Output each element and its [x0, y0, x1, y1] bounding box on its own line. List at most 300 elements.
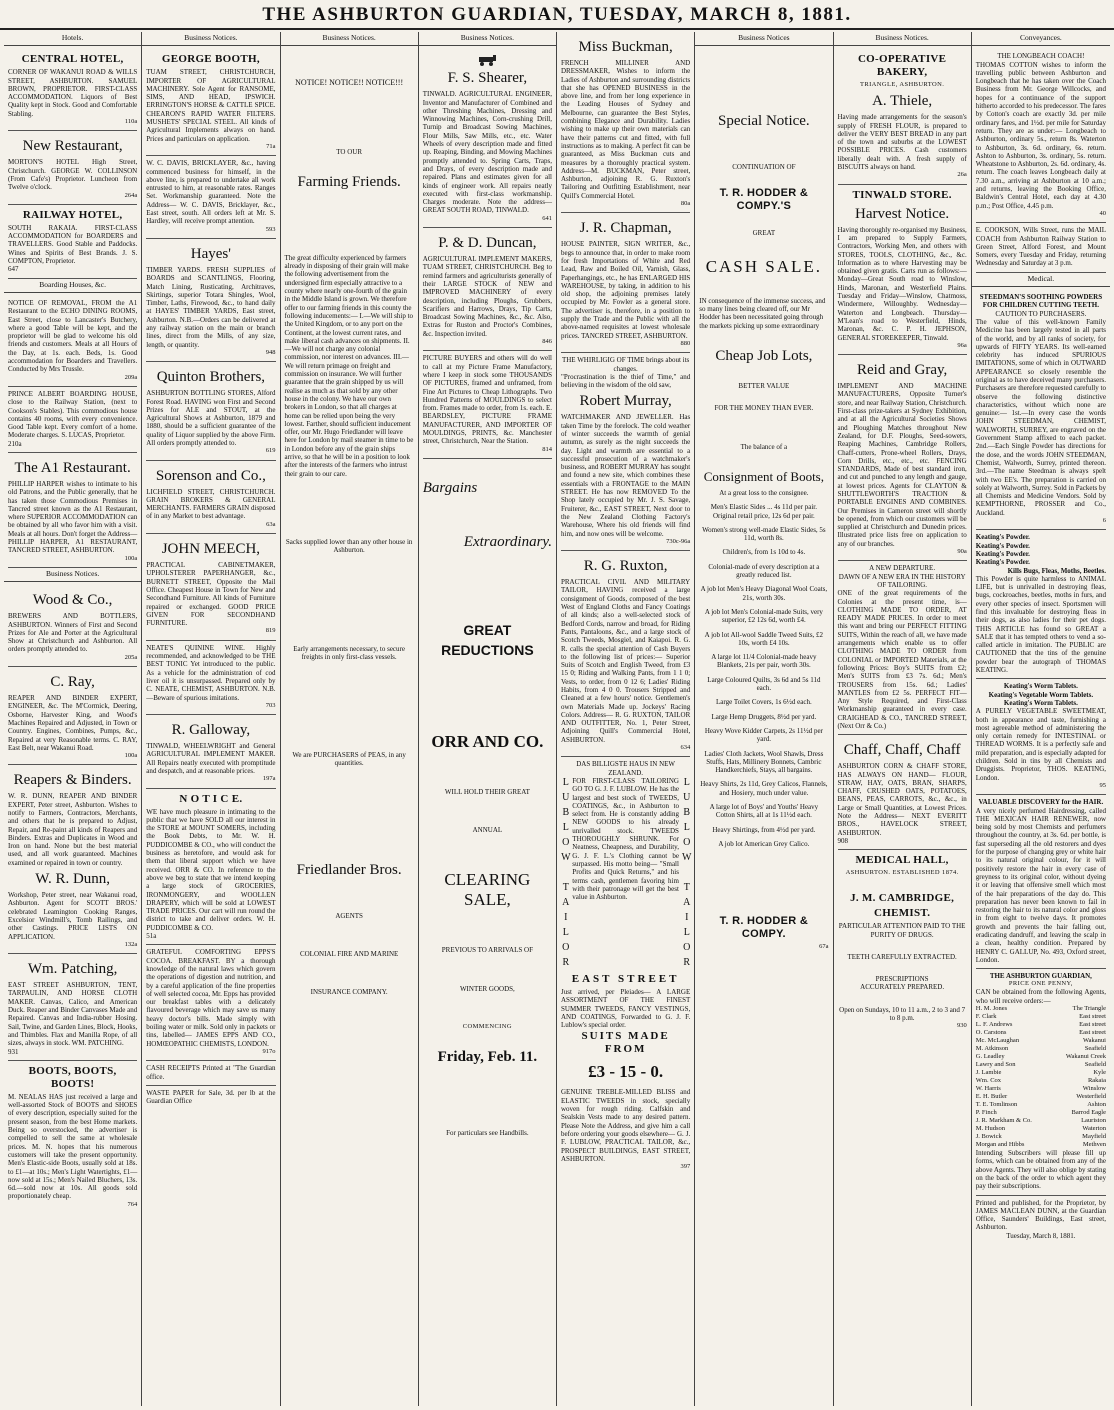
agent-name: M. Atkinson: [975, 1045, 1009, 1053]
ad-title: Wood & Co.,: [32, 592, 113, 609]
ad-body: EAST STREET ASHBURTON, TENT, TARPAULIN, AND HORSE CLOTH MAKER. Canvas, Calico, and American Duck. Reaper and Binder Canvases Made and Repaired. Canvas and India-rubber Hosing. Sail, Twine, and Garden Lines, Block, Hooks, and Thimbles. Flax and Manilla Rope, of all sizes, always in stock. WM. PATCHING.: [8, 981, 138, 1048]
agent-name: P. Finch: [975, 1109, 997, 1117]
ad-patching: [8, 954, 137, 1061]
consignment-boots: Consignment of Boots,: [703, 468, 824, 484]
agent-name: G. Leadley: [975, 1053, 1005, 1061]
agent-name: J. Lambie: [975, 1069, 1002, 1077]
agent-name: J. R. Markham & Co.: [975, 1117, 1032, 1125]
cost-note: At a great loss to the consignee.: [719, 488, 809, 497]
ad-duncan: [423, 228, 552, 351]
agent-name: E. H. Butler: [975, 1093, 1008, 1101]
continuation: CONTINUATION OF: [732, 163, 796, 172]
ad-body: CORNER OF WAKANUI ROAD & WILLS STREET, ASHBURTON. SAMUEL BROWN, PROPRIETOR. FIRST-CLASS ACCOMMODATION. Liquors of Best Quality kept in Stock. Good and Comfortable Stabling.: [8, 68, 138, 118]
ad-body: THOMAS COTTON wishes to inform the travelling public between Ashburton and Longbeach that he has taken over the Coach Business from Mr. George Willcocks, and hopes for a continuance of the support hitherto accorded to his predecessor. The fares by Cotton's coach are exactly 3d. per mile ordinary fares, and 1½d. per mile for Saturday return. They are as under:— Longbeach to Ashburton, ordinary 5s., return 8s. Waterton to Ashburton, 3s. 6d. ordinary, 6s. return. Ashton to Ashburton, 3s. ordinary, 5s. return. Wheatstone to Ashburton, 2s. 6d. ordinary, 4s. return. The coach leaves Longbeach daily at 7.30 a.m., arriving at Ashburton at 10 a.m.; and returns, leaving the Booking Office, Baldwin's Central Hotel, each day at 4.30 p.m.; Post Office, 4.45 p.m.: [975, 60, 1106, 210]
list-item: Keating's Powder.: [975, 541, 1030, 550]
ad-title: New Restaurant,: [22, 138, 123, 155]
ad-ref: 814: [542, 445, 552, 453]
consequence-text: IN consequence of the immense success, and so many lines being cleared off, our Mr Hodder has been necessitated going through the markets picking up some extraordinary: [699, 296, 826, 330]
ad-ref: 67a: [819, 943, 829, 951]
ad-sorenson: [146, 461, 275, 534]
ad-title: Reapers & Binders.: [13, 772, 132, 789]
ad-ref: 908: [837, 836, 848, 845]
east-street: EAST STREET: [571, 972, 680, 985]
ad-ref: 948: [265, 348, 276, 356]
ad-title: Reid and Gray,: [857, 362, 948, 379]
hodder-title: T. R. HODDER & COMPY.'S: [719, 186, 809, 212]
agent-name: M. Hudson: [975, 1125, 1006, 1133]
agent-name: Wm. Cox: [975, 1077, 1002, 1085]
table-row: [976, 1117, 1106, 1125]
ad-ref: 730c-96a: [666, 537, 691, 545]
list-item: Women's strong well-made Elastic Sides, 5s 11d, worth 8s.: [702, 525, 826, 543]
agent-name: T. E. Tomlinson: [975, 1101, 1018, 1109]
to-our: TO OUR: [336, 147, 362, 156]
section-hotels: Hotels.: [4, 32, 141, 46]
ad-ref: 71a: [266, 142, 276, 150]
machine-engraving-icon: [476, 54, 498, 66]
agent-name: W. Harris: [975, 1085, 1001, 1093]
purchasers-note: We are PURCHASERS of PEAS, in any quantities.: [292, 751, 406, 768]
table-row: [976, 1109, 1106, 1117]
column-3: [281, 32, 419, 1406]
ad-title: F. S. Shearer,: [447, 70, 528, 87]
ad-c-ray: [8, 667, 137, 765]
ad-body: Intending Subscribers will please fill up forms, which can be obtained from any of the above Agents. They will also oblige by stating on the back of the order to which agent they pay their subscriptions.: [975, 1149, 1106, 1191]
ad-body: W. R. DUNN, REAPER AND BINDER EXPERT, Peter street, Ashburton. Wishes to notify to Farmers, Contractors, Merchants, and others that he is prepared to Adjust, Repair, and Re-paint all kinds of Reapers and Binders. Extras and Duplicates in Wood and Iron on hand. None but the best material used, and all work guaranteed. Machines examined or repaired in town or country.: [8, 792, 138, 867]
ad-ref: 197a: [262, 775, 276, 783]
table-row: [976, 1037, 1106, 1045]
for-money: FOR THE MONEY THAN EVER.: [714, 404, 814, 413]
agent-location: Methven: [1082, 1141, 1106, 1149]
hodder-bottom: T. R. HODDER & COMPY.: [719, 915, 809, 941]
agent-location: Kyle: [1093, 1069, 1106, 1077]
friedlander-title: Friedlander Bros.: [296, 861, 402, 878]
ad-keating-worm: [976, 679, 1106, 795]
table-row: [976, 1053, 1106, 1061]
great-reductions: GREAT REDUCTIONS: [441, 621, 534, 658]
great-label: GREAT: [752, 228, 776, 237]
ad-ref: 930: [957, 1022, 967, 1030]
ad-body: ASHBURTON CORN & CHAFF STORE, HAS ALWAYS ON HAND— FLOUR, STRAW, HAY, OATS, BRAN, SHARPS, CHAFF, CRUSHED OATS, POTATOES, BEANS, PEAS, CARROTS, &c., &c., in Large or Small Quantities, at Lowest Prices. Note the Address— NEXT EVERITT BROS., HAVELOCK STREET, ASHBURTON.: [837, 762, 967, 837]
list-item: A large lot of Boys' and Youths' Heavy Cotton Shirts, all at 1s 11½d each.: [709, 802, 819, 820]
column-2: [142, 32, 280, 1406]
ad-body: This Powder is quite harmless to ANIMAL LIFE, but is unrivalled in destroying fleas, bugs, cockroaches, beetles, moths in furs, and every other species of insect. Sportsmen will find this invaluable for destroying fleas in their dogs, as also ladies for their pet dogs. THIS ARTICLE has found so GREAT a SALE that it has tempted others to vend a so-called article in imitation. The PUBLIC are CAUTIONED that the tins of the genuine powder bear the autograph of THOMAS KEATING.: [975, 574, 1106, 675]
ad-body: A PURELY VEGETABLE SWEETMEAT, both in appearance and taste, furnishing a most agreeable method of administering the only certain remedy for INTESTINAL or THREAD WORMS. It is a perfectly safe and mild preparation, and is especially adapted for children. Sold in tins by all Chemists and Druggists. Proprietor, THOS. KEATING, London.: [975, 707, 1106, 782]
ad-galloway: [146, 715, 275, 788]
ad-ref: 209a: [124, 373, 138, 381]
ad-title: CENTRAL HOTEL,: [21, 53, 124, 66]
ad-medical-hall: [838, 850, 967, 1034]
ad-ref: 40: [1099, 209, 1106, 217]
lublow-side-left: LUBLOW TAILOR: [560, 776, 572, 972]
section-business: Business Notices.: [4, 568, 141, 582]
agent-location: East street: [1079, 1013, 1106, 1021]
notice-heading: NOTICE! NOTICE!! NOTICE!!!: [295, 78, 404, 88]
ad-george-booth: [146, 49, 275, 156]
ad-body: TINWALD. AGRICULTURAL ENGINEER, Inventor and Manufacturer of Combined and other Threshing Machines, Dressing and Winnowing Machines, Corn-crushing Drill, Turnip and Broadcast Sowing Machines, Flour Mills, Saw Mills, etc., etc. Water Wheels of every description made and fitted up. Reaping, Binding, and Mowing Machines promptly attended to. Spring Carts, Traps, and Drays, of every description made and repaired. Plans and estimates given for all kinds of engineer work. All repairs neatly executed with first-class workmanship. Charges moderate. Note the address— GREAT SOUTH ROAD, TINWALD.: [422, 90, 552, 215]
agent-name: Mc. McLaughan: [975, 1037, 1020, 1045]
whirligig: THE WHIRLIGIG OF TIME brings about its changes.: [561, 356, 690, 373]
ad-title: Harvest Notice.: [855, 205, 950, 222]
agent-location: Lauriston: [1081, 1117, 1106, 1125]
list-item: Colonial-made of every description at a greatly reduced list.: [708, 562, 820, 580]
ad-notice-orr: [146, 789, 275, 946]
agent-location: Mayfield: [1082, 1133, 1106, 1141]
ad-body: PRINCE ALBERT BOARDING HOUSE, close to the Railway Station, (next to Cookson's Stables). This commodious house contains 40 rooms, with every convenience. Good Table kept. Every comfort of a home. Moderate charges. S. LUCAS, Proprietor.: [8, 389, 138, 440]
ad-ref: 63a: [266, 520, 276, 528]
extraordinary-title: Extraordinary.: [463, 533, 552, 550]
ad-chaff: [838, 735, 967, 850]
ad-keating-powder: [976, 530, 1106, 679]
price-one: PRICE ONE PENNY,: [1008, 980, 1073, 988]
suits-made: SUITS MADE FROM: [581, 1030, 670, 1056]
ad-guardian-agents: [976, 969, 1106, 1195]
ad-ref: 880: [680, 339, 691, 347]
ad-ref: 634: [680, 744, 691, 752]
agent-location: Winslow: [1082, 1085, 1106, 1093]
cambridge: J. M. CAMBRIDGE,: [850, 892, 955, 905]
ad-title: THE ASHBURTON GUARDIAN,: [989, 972, 1092, 981]
ad-title: Chaff, Chaff, Chaff: [843, 742, 961, 759]
agent-location: Ashton: [1087, 1101, 1106, 1109]
list-item: Large Toilet Covers, 1s 6½d each.: [716, 698, 812, 707]
agent-location: Waterton: [1082, 1125, 1106, 1133]
ad-ref: 210a: [8, 439, 22, 448]
kills-list: Kills Bugs, Fleas, Moths, Beetles.: [1007, 566, 1106, 575]
imprint-text: Printed and published, for the Proprietor, by JAMES MACLEAN DUNN, at the Guardian Office, Saunders' Buildings, East street, Ashburton.: [975, 1198, 1106, 1232]
ad-robert-murray: [561, 353, 690, 551]
ad-title: Miss Buckman,: [578, 39, 673, 55]
column-1: [4, 32, 142, 1406]
ad-title: J. R. Chapman,: [579, 220, 672, 237]
table-row: [976, 1133, 1106, 1141]
ad-epps-cocoa: [146, 945, 275, 1061]
table-row: [976, 1005, 1106, 1013]
will-hold: WILL HOLD THEIR GREAT: [444, 787, 530, 796]
list-item: A job lot All-wool Saddle Tweed Suits, £2 10s, worth £4 10s.: [704, 630, 824, 647]
ad-waste-paper: [146, 1086, 275, 1110]
ad-ref: 51a: [146, 932, 157, 941]
agent-name: H. M. Jones: [975, 1005, 1008, 1013]
ad-title: Quinton Brothers,: [156, 369, 266, 386]
ad-body: FOR FIRST-CLASS TAILORING GO TO G. J. F. LUBLOW. He has the largest and best stock of TWEEDS, COATINGS, &c., in Ashburton to select from. He is constantly adding NEW GOODS to his already unrivalled stock. TWEEDS THOROUGHLY SHRUNK. For Neatness, Cheapness, and Durability, G. J. F. L.'s Clothing cannot be surpassed. His motto being— "Small Profits and Quick Returns," and his terms cash, gentlemen favoring him with their patronage will get the best value in Ashburton.: [572, 776, 679, 902]
quote: "Procrastination is the thief of Time," and believing in the wisdom of the old saw,: [561, 372, 691, 390]
ad-body: SOUTH RAKAIA. FIRST-CLASS ACCOMMODATION for BOARDERS and TRAVELLERS. Good Stable and Paddocks. Wines and Spirits of Best Brands. J. S. COMPTON, Proprietor.: [8, 223, 138, 266]
early-note: Early arrangements necessary, to secure freights in only first-class vessels.: [293, 644, 405, 661]
ad-body: HOUSE PAINTER, SIGN WRITER, &c., begs to announce that, in order to make room for fresh Importations of White and Red Lead, Raw and Boiled Oil, Varnish, Glass, Paperhangings, etc., he has ENLARGED HIS WAREHOUSE, by taking, in addition to his old shop, the adjoining premises lately occupied by Mr. Fowler as a general store. The advertiser is, therefore, in a position to supply the Trade and the Public with all the above-named requisites at lowest wholesale prices. TANCRED STREET, ASHBURTON.: [561, 240, 691, 340]
ad-ref: 80a: [680, 200, 691, 208]
ad-body: W. C. DAVIS, BRICKLAYER, &c., having commenced business for himself, in the above line, is prepared to undertake all work entrusted to him, at reasonable rates. Ranges Set. Workmanship guaranteed. Note the Address— W. C. DAVIS, Bricklayer, &c., East street, south. All orders left at Mr. S. Hardley, will receive prompt attention.: [146, 159, 276, 226]
agent-location: Wakanui Creek: [1065, 1053, 1106, 1061]
ad-body: NOTICE OF REMOVAL, FROM the A1 Restaurant to the ECHO DINING ROOMS, East Street, close to Lancaster's Butchery, where a good Table will be kept, and the proprietor will be glad to welcome his old friends and customers. Meals at all Hours of the Day, at 1s. each. Beds, 1s. Good accommodation for Boarders and Travellers. Conducted by Mrs Trussle.: [8, 298, 138, 374]
agent-location: Rakaia: [1087, 1077, 1106, 1085]
worm-lines: [976, 682, 1106, 707]
ad-title: CO-OPERATIVE BAKERY,: [857, 53, 947, 79]
ad-ref: 846: [542, 338, 552, 346]
ad-body: PRACTICAL CABINETMAKER, UPHOLSTERER PAPERHANGER, &c., BURNETT STREET, Opposite the Mail Office. Cheapest House in Town for New and Secondhand Furniture. All kinds of Furniture repaired or exchanged. GOOD PRICE GIVEN FOR SECONDHAND FURNITURE.: [146, 561, 276, 628]
ad-body: Just arrived, per Pleiades— A LARGE ASSORTMENT OF THE FINEST SUMMER TWEEDS, FANCY VESTINGS, AND COATINGS, Forwarded to G. J. F. Lublow's special order.: [561, 987, 691, 1030]
ad-title: R. Galloway,: [171, 722, 251, 739]
ad-title: GEORGE BOOTH,: [161, 53, 260, 66]
table-row: [976, 1141, 1106, 1149]
new-departure: A NEW DEPARTURE.: [869, 564, 936, 573]
ad-ref: 90a: [957, 548, 967, 556]
column-5: [557, 32, 695, 1406]
list-item: A job lot Men's Heavy Diagonal Wool Coats, 21s, worth 30s.: [700, 585, 828, 602]
ad-body: A very nicely perfumed Hairdressing, called THE MEXICAN HAIR RENEWER, now being sold by most Chemists and perfumers throughout the country, at 3s. 6d. per bottle, is fast superseding all the old restorers and dyes for the purpose of changing grey or white hair to its natural original colour, for it will positively restore the hair in every case of greyness to its original color, without dyeing it or leaving that offensive smell which most of the hair preparations of the day do. This preparation has never been known to fail in restoring the hair to its natural color and gloss in from eight to twelve days. It promotes growth and prevents the hair falling out, eradicating dandruff, and leaving the scalp in a clean, healthy condition. Prepared by HENRY C. GALLUP, No. 493, Oxford street, London.: [975, 806, 1106, 964]
list-item: Heavy Wove Kidder Carpets, 2s 11½d per yard.: [704, 726, 823, 744]
purity: PARTICULAR ATTENTION PAID TO THE PURITY OF DRUGS.: [838, 922, 966, 939]
ad-neate: [146, 641, 275, 715]
table-row: [976, 1085, 1106, 1093]
agent-name: Morgan and Hibbs: [975, 1141, 1025, 1149]
column-4: [419, 32, 557, 1406]
ad-longbeach-coach: [976, 49, 1106, 223]
table-row: [976, 1021, 1106, 1029]
ad-body: PICTURE BUYERS and others will do well to call at my Picture Frame Manufactory, where I keep in stock some THOUSANDS OF PICTURES, framed and unframed, from Fine Art Pictures to Cheap Lithographs. Two Hundred Patterns of MOULDINGS to select from. Frames made to order, from 1s. each. E. BEARDSLEY, PICTURE FRAME MANUFACTURER, AND IMPORTER OF MOULDINGS, PRINTS, &c. Manchester street, Christchurch, Near the Station.: [422, 354, 552, 446]
list-item: Men's Elastic Sides ... 4s 11d per pair. Original retail price, 12s 6d per pair.: [710, 503, 817, 520]
ad-tinwald-store: [838, 185, 967, 355]
list-item: Keating's Powder.: [975, 549, 1030, 558]
ad-body: NEATE'S QUININE WINE. Highly recommended, and acknowledged to be THE BEST TONIC Yet introduced to the public. As a vehicle for the administration of cod liver oil it is unsurpassed. Prepared only by C. NEATE, CHEMIST, ASHBURTON. N.B.—Beware of spurious imitations.: [146, 643, 276, 702]
agent-location: Seafield: [1084, 1045, 1106, 1053]
ad-title: JOHN MEECH,: [161, 541, 261, 558]
accurately: ACCURATELY PREPARED.: [860, 983, 945, 992]
column-8: [972, 32, 1110, 1406]
agent-name: J. Bowick: [975, 1133, 1002, 1141]
ad-body: WASTE PAPER for Sale, 3d. per lb at the Guardian Office: [146, 1088, 276, 1106]
list-item: Large Hemp Druggets, 8½d per yard.: [711, 712, 817, 721]
agents-label: AGENTS: [335, 911, 363, 920]
ad-john-meech: [146, 534, 275, 641]
ad-ref: 819: [265, 627, 276, 635]
teeth: TEETH CAREFULLY EXTRACTED.: [847, 952, 957, 961]
ad-title: The A1 Restaurant.: [14, 459, 131, 476]
ad-ref: 703: [265, 701, 276, 709]
friday-date: Friday, Feb. 11.: [437, 1049, 538, 1066]
ad-title: Robert Murray,: [579, 393, 672, 410]
ad-title: BOOTS, BOOTS, BOOTS!: [28, 1064, 117, 1090]
dawn: DAWN OF A NEW ERA IN THE HISTORY OF TAILORING.: [838, 572, 966, 589]
insurance-label: INSURANCE COMPANY.: [310, 988, 388, 997]
ad-ref: 264a: [124, 191, 138, 199]
winter-goods: WINTER GOODS,: [459, 984, 515, 993]
ad-ref: 132a: [124, 940, 138, 948]
list-item: Keating's Worm Tablets.: [1003, 698, 1078, 707]
ad-quinton: [146, 362, 275, 460]
table-row: [976, 1125, 1106, 1133]
table-row: [976, 1045, 1106, 1053]
ad-title: Wm. Patching,: [27, 961, 118, 978]
balance-of: The balance of a: [740, 442, 788, 451]
ad-boots: [8, 1061, 137, 1213]
ad-title: MEDICAL HALL,: [855, 854, 949, 867]
ad-ref: 397: [680, 1163, 691, 1171]
list-item: Keating's Worm Tablets.: [1003, 682, 1078, 691]
section-business: Business Notices.: [834, 32, 971, 46]
billigste: DAS BILLIGSTE HAUS IN NEW ZEALAND.: [576, 760, 676, 777]
ad-body: PRACTICAL CIVIL AND MILITARY TAILOR, HAVING received a large consignment of Goods, composed of the best West of England Cloths and Fancy Coatings of all kinds; also a well-selected stock of Bedford Cords, narrow and broad, for Riding Pants, Pantaloons, &c., and a large stock of Scotch Tweeds, Mosgiel, and Kaiapoi. R. G. R. calls the special attention of Cash Buyers to the following list of prices:— Superior Suits of Scotch and English Tweed, from £3 15 0; Riding and Walking Pants, from 1 1 0; Vests, to order, from 0 12 6; Ladies' Riding Habits, from 4 0 0. Trousers Stripped and Cleaned at a few hours' notice. Gentlemen's own Materials Made up. Jockeys' Racing Colors. Address— R. G. RUXTON, TAILOR AND OUTFITTER, No. 1, Peter Street, Adjoining Quill's Commercial Hotel, ASHBURTON.: [561, 578, 691, 744]
ad-title: VALUABLE DISCOVERY for the HAIR.: [978, 798, 1104, 807]
masthead: THE ASHBURTON GUARDIAN, TUESDAY, MARCH 8, 1881.: [0, 0, 1114, 30]
agent-location: Seafield: [1084, 1061, 1106, 1069]
table-row: [976, 1093, 1106, 1101]
ad-body: Having made arrangements for the season's supply of FRESH FLOUR, is prepared to deliver the VERY BEST BREAD in any part of the town and suburbs at the LOWEST POSSIBLE PRICES. Cash customers liberally dealt with. A fresh supply of BISCUITS always on hand.: [837, 113, 967, 172]
list-item: Keating's Vegetable Worm Tablets.: [988, 690, 1094, 699]
list-item: Keating's Powder.: [975, 558, 1030, 567]
list-item: A large lot 11/4 Colonial-made heavy Blankets, 21s per pair, worth 30s.: [711, 653, 817, 670]
imprint-date: Tuesday, March 8, 1881.: [1006, 1231, 1076, 1240]
ad-body: ONE of the great requirements of the Colonies at the present time, is— CLOTHING MADE TO ORDER, AT READY MADE PRICES. In order to meet this want and bring our PERFECT FITTING SUITS, Within the reach of all, we have made arrangements which enable us to offer CLOTHING MADE TO ORDER from COLONIAL or IMPORTED Materials, at the following Prices: Boy's SUITS from £2; Men's SUITS from £3 7s. 6d.; Men's TROUSERS from 15s. 6d.; Ladies' MANTLES from £2 5s. PERFECT FIT—Any Style Required, and First-Class Workmanship guaranteed in every case. CRAIGHEAD & CO., TANCRED STREET, (Next Orr & Co.): [837, 589, 967, 730]
ad-body: FRENCH MILLINER AND DRESSMAKER, Wishes to inform the Ladies of Ashburton and surrounding districts that she has OPENED BUSINESS in the above line, and from her long experience in the Leading Houses of Sydney and Melbourne, can guarantee the Best Styles, combining Elegance and Durability. Ladies wishing to make up their own materials can have their patterns cut and fitted, with full instructions as to making. A perfect fit can be guaranteed, as Miss Buckman cuts and measures by a thoroughly practical system. Address—M. BUCKMAN, Peter street, Ashburton, adjoining R. G. Ruxton's Tailoring and Outfitting Establishment, near Quill's Commercial Hotel.: [561, 59, 691, 200]
suit-price: £3 - 15 - 0.: [588, 1062, 664, 1082]
commencing: COMMENCING: [462, 1023, 512, 1031]
ad-body: GRATEFUL COMFORTING EPPS'S COCOA. BREAKFAST. BY a thorough knowledge of the natural laws which govern the operations of digestion and nutrition, and by a careful application of the fine properties of well selected cocoa, Mr. Epps has provided our breakfast tables with a delicately flavoured beverage which may save us many heavy doctor's bills. Made simply with boiling water or milk. Sold only in packets or tins, labelled— JAMES EPPS AND CO., HOMŒOPATHIC CHEMISTS, LONDON.: [146, 948, 276, 1048]
ad-body: TUAM STREET, CHRISTCHURCH, IMPORTER OF AGRICULTURAL MACHINERY. Sole Agent for RANSOME, SIMS, AND HEAD, IPSWICH. ERRINGTON'S HORSE & CATTLE SPICE. CHEARON'S RAPID WATER FILTERS. MUSHETS' SPECIAL STEEL. All kinds of Agricultural Implements always on hand. Prices and particulars on application.: [146, 68, 276, 143]
ad-title: R. G. Ruxton,: [583, 558, 668, 575]
ad-reapers-binders: [8, 765, 137, 954]
ad-new-restaurant: [8, 131, 137, 204]
table-row: [976, 1013, 1106, 1021]
section-boarding: Boarding Houses, &c.: [4, 279, 141, 293]
agent-name: F. Clark: [975, 1013, 997, 1021]
ad-body: E. COOKSON, Wills Street, runs the MAIL COACH from Ashburton Railway Station to Green Street, Alford Forest, and Mount Somers, every Tuesday and Friday, returning Wednesday and Saturday at 3 p.m.: [975, 226, 1106, 268]
better-value: BETTER VALUE: [738, 382, 790, 391]
ad-title: THE LONGBEACH COACH!: [997, 52, 1085, 61]
section-business: Business Notices: [695, 32, 832, 46]
ad-body: M. NEALAS HAS just received a large and well-assorted Stock of BOOTS and SHOES of every description, especially suited for the present season, from the best Home markets. Being so overstocked, the advertiser is compelled to sell the same at wholesale prices. M. N. hopes that his numerous customers will take the present opportunity. Men's Elastic-side Boots, usually sold at 18s. to £1—at 10s.; Men's Light Watertights, £1—now sold at 15s.; Men's Nailed Bluchers, 13s. 6d.—sold now at 10s. All goods sold proportionately cheap.: [8, 1092, 138, 1201]
agent-location: The Triangle: [1072, 1005, 1106, 1013]
farming-body: The great difficulty experienced by farmers already in disposing of their grain will make the following advertisement from the undersigned firm especially attractive to a county where nearly one-fourth of the grain in the Middle Island is grown. We therefore offer to our farming friends in this county the following inducements:— I.—We will ship to the United Kingdom, or to any port on the Continent, at the lowest current rates, and make liberal cash advances on shipments. II.—We will not charge any colonial commission, nor interest on advances. III.—We will return primage on freight and commission on insurance. We will further guarantee that the grain shipped by us will realise as much as that sold by any other house in the colony. We have our own brokers in London, so that all charges at home can be relied upon being the very lowest. Farther, should sufficient inducement offer, our Mr. Hugo Friedlander will leave here for London by mail steamer in time to be in London before any of the grain ships arrive, so that he will be in a position to look after the interests of the farmers who intrust their grain to our care.: [284, 253, 414, 478]
ad-lublow: [560, 757, 693, 1175]
section-business: Business Notices.: [281, 32, 418, 46]
farming-friends-title: Farming Friends.: [297, 173, 401, 190]
orr-title: ORR AND CO.: [431, 731, 544, 751]
ad-title: P. & D. Duncan,: [438, 235, 537, 252]
column-7: [834, 32, 972, 1406]
ad-ref: 641: [542, 214, 552, 222]
ad-ref: 100a: [124, 554, 138, 562]
ad-davis: [146, 156, 275, 239]
list-item: Children's, from 1s 10d to 4s.: [722, 548, 806, 557]
colonial-label: COLONIAL FIRE AND MARINE: [299, 949, 399, 958]
ad-title: RAILWAY HOTEL,: [22, 208, 123, 221]
agent-location: Barrod Eagle: [1071, 1109, 1106, 1117]
ad-ref: 6: [1102, 517, 1106, 525]
prescriptions: PRESCRIPTIONS: [875, 975, 929, 984]
ad-body: The value of this well-known Family Medicine has been largely tested in all parts of the world, and by all ranks of society, for upwards of FIFTY YEARS. Its well-earned celebrity has induced SPURIOUS IMITATIONS, some of which in OUTWARD APPEARANCE so closely resemble the original as to have deceived many purchasers. Purchasers are therefore requested carefully to observe the following distinctive characteristics, without which none are genuine:— 1st.—In every case the words JOHN STEEDMAN, CHEMIST, WALWORTH, SURREY, are engraved on the Government Stamp affixed to each packet. 2nd.—Each Single Powder has directions for the dose, and the words JOHN STEEDMAN, Chemist, Walworth, Surrey, printed thereon. 3rd.—The name Steedman is always spelt with two EE's. The preparation is carried on solely at Walworth, Surrey. Sold in Packets by all Chemists and Medicine Vendors. Sold by KEMPTHORNE, PROSSER and Co., Auckland.: [975, 317, 1106, 517]
ad-body: WE have much pleasure in intimating to the public that we have SOLD all our interest in the STORE at MOUNT SOMERS, including the Book Debts, to Mr. W. H. PUDDICOMBE & CO., who will conduct the business as heretofore, and would ask for them that liberal support which we have received. ORR & CO. In reference to the above we beg to state that we intend keeping a large stock of GROCERIES, IRONMONGERY, and WOOLLEN DRAPERY, which will be sold at LOWEST TRADE PRICES. Our cart will run round the district to take and deliver orders. W. H. PUDDICOMBE & CO.: [146, 807, 276, 932]
ad-body: MORTON'S HOTEL High Street, Christchurch. GEORGE W. COLLINSON (From Cafe's) Proprietor. Luncheon from Twelve o'clock.: [8, 158, 138, 192]
ad-title: N O T I C E.: [179, 792, 243, 805]
imprint: [976, 1196, 1106, 1244]
ad-hayes: [146, 239, 275, 362]
ad-ref: 205a: [124, 653, 138, 661]
table-row: [976, 1061, 1106, 1069]
list-item: A job lot American Grey Calico.: [718, 839, 810, 848]
table-row: [976, 1029, 1106, 1037]
ad-railway-hotel: [8, 205, 137, 279]
ad-ref: 619: [265, 447, 276, 455]
list-item: Large Coloured Quilts, 3s 6d and 5s 11d each.: [707, 675, 821, 693]
ad-mexican-hair: [976, 795, 1106, 969]
ad-body: TINWALD, WHEELWRIGHT and General AGRICULTURAL IMPLEMENT MAKER. All Repairs neatly executed with promptitude and despatch, and at reasonable prices.: [146, 742, 276, 775]
ad-body: LICHFIELD STREET, CHRISTCHURCH. GRAIN BROKERS & GENERAL MERCHANTS. FARMERS GRAIN disposed of in any Market to best advantage.: [146, 487, 276, 521]
ad-title: Hayes': [190, 245, 231, 262]
chemist: CHEMIST.: [873, 907, 931, 920]
clearing-sale: CLEARING SALE,: [444, 870, 531, 910]
table-row: [976, 1101, 1106, 1109]
ad-body: ASHBURTON BOTTLING STORES, Alford Forest Road. HAVING won First and Second Prizes for ALE and STOUT, at the Agricultural Shows at Ashburton, 1879 and 1880, should be a sufficient guarantee of the quality of Liquor supplied by the above Firm. All orders promptly attended to.: [146, 389, 276, 447]
caution: CAUTION TO PURCHASERS.: [995, 309, 1087, 318]
agent-name: Lawry and Son: [975, 1061, 1016, 1069]
item-list: [699, 503, 828, 848]
ad-miss-buckman: [561, 32, 690, 213]
ad-picture-frames: [423, 351, 552, 459]
list-item: A job lot Men's Colonial-made Suits, very superior, £2 12s 6d, worth £4.: [704, 607, 823, 625]
ad-body: CASH RECEIPTS Printed at "The Guardian office.: [146, 1064, 276, 1081]
list-item: Keating's Powder.: [975, 533, 1030, 542]
ad-wood-co: [8, 585, 137, 667]
ad-body: WATCHMAKER AND JEWELLER. Has taken Time by the forelock. The cold weather of winter succeeds the warmth of genial autumn, as surely as the night succeeds the day. Light and warmth are essential to a successful prosecution of a watchmaker's business, and ROBERT MURRAY has sought and found a new site, which combines these essentials with a FRONTAGE to the MAIN STREET. He has now REMOVED To the Shop lately occupied by Mr. J. S. Savage, Fruiterer, &c., EAST STREET, Next door to the New Zealand Clothing Factory's Warehouse, Where his old friends will find him, and now ones will be welcome.: [561, 413, 691, 538]
agent-name: O. Carstons: [975, 1029, 1007, 1037]
ad-shearer: [423, 49, 552, 228]
ad-body: BREWERS AND BOTTLERS, ASHBURTON. Winners of First and Second Prizes for Ale and Porter at the Agricultural Show at Christchurch and Ashburton. All orders promptly attended to.: [8, 612, 138, 654]
ad-ref: 593: [265, 225, 276, 233]
agent-name: L. F. Andrews: [975, 1021, 1013, 1029]
cash-sale: CASH SALE.: [705, 256, 823, 276]
section-business: Business Notices.: [419, 32, 556, 46]
agent-location: Westerfield: [1076, 1093, 1106, 1101]
ad-ref: 764: [127, 1200, 138, 1208]
ad-central-hotel: [8, 49, 137, 131]
ad-chapman: [561, 213, 690, 353]
section-conveyances: Conveyances.: [972, 32, 1110, 46]
ad-title: C. Ray,: [50, 674, 95, 691]
ad-steedman: [976, 290, 1106, 530]
cheap-job-lots: Cheap Job Lots,: [715, 348, 813, 365]
previous-to: PREVIOUS TO ARRIVALS OF: [441, 946, 533, 955]
table-row: [976, 1069, 1106, 1077]
agent-location: East street: [1079, 1021, 1106, 1029]
ad-sub: TRIANGLE, ASHBURTON.: [860, 81, 945, 89]
ad-ref: 647: [8, 265, 19, 274]
ad-ref: 110a: [124, 118, 138, 126]
ad-title: A. Thiele,: [872, 93, 933, 110]
ad-cookson: [976, 223, 1106, 272]
bargains-title: Bargains: [422, 479, 478, 496]
ad-body: Workshop, Peter street, near Wakanui road, Ashburton. Agent for SCOTT BROS.' celebrated Leamington Cooking Ranges, Excelsior Windmill's, Tomb Railings, and other Castings. PRICE LISTS ON APPLICATION.: [8, 891, 138, 941]
ad-ref: 95: [1099, 781, 1106, 789]
ad-orr-clearing-sale: [423, 459, 552, 1141]
list-item: Heavy Shirtings, from 4½d per yard.: [712, 825, 816, 834]
ad-body: CAN be obtained from the following Agents, who will receive orders:—: [975, 988, 1106, 1005]
newspaper-columns: [4, 32, 1110, 1406]
ad-ref: 26a: [957, 171, 967, 179]
ad-title: W. R. Dunn,: [35, 871, 111, 888]
ad-title: STEEDMAN'S SOOTHING POWDERS FOR CHILDREN CUTTING TEETH.: [979, 293, 1103, 310]
ad-body: AGRICULTURAL IMPLEMENT MAKERS, TUAM STREET, CHRISTCHURCH. Beg to remind farmers and agriculturists generally of their LARGE STOCK of NEW and IMPROVED MACHINERY of every description, including Ploughs, Grubbers, Scarifiers and Harrows, Drays, Tip Carts, Broadcast Sowing Machines, &c., &c. Also, Extras for Ruston and Proctor's Combines, &c. Inspection invited.: [422, 255, 552, 338]
ad-ruxton: [561, 551, 690, 757]
sacks-note: Sacks supplied lower than any other house in Ashburton.: [285, 537, 413, 555]
ad-prince-albert: [8, 387, 137, 453]
agent-location: East street: [1079, 1029, 1106, 1037]
ad-body: Having thoroughly re-organised my Business, I am prepared to Supply Farmers, Contractors, Working Men, and others with STORES, TOOLS, CLOTHING, &c., &c. Information as to where Harvesting may be obtained given gratis. Carts run as follows:— Monday—Great South road to Winslow, Hinds, Maronan, and Westerfield Plains. Tuesday and Friday—Winslow, Chatmoss, Windermere, Willoughby. Wednesday—Waterton and Longbeach. Thursday—M'Lean's road to Westerfield, Hinds, Maronan, &c. C. P. H. JEPHSON, GENERAL STOREKEEPER, Tinwald.: [837, 225, 967, 342]
ad-sub: ASHBURTON. ESTABLISHED 1874.: [845, 869, 959, 877]
column-6: [695, 32, 833, 1406]
ad-title: Sorenson and Co.,: [155, 467, 266, 484]
annual: ANNUAL: [472, 826, 503, 835]
